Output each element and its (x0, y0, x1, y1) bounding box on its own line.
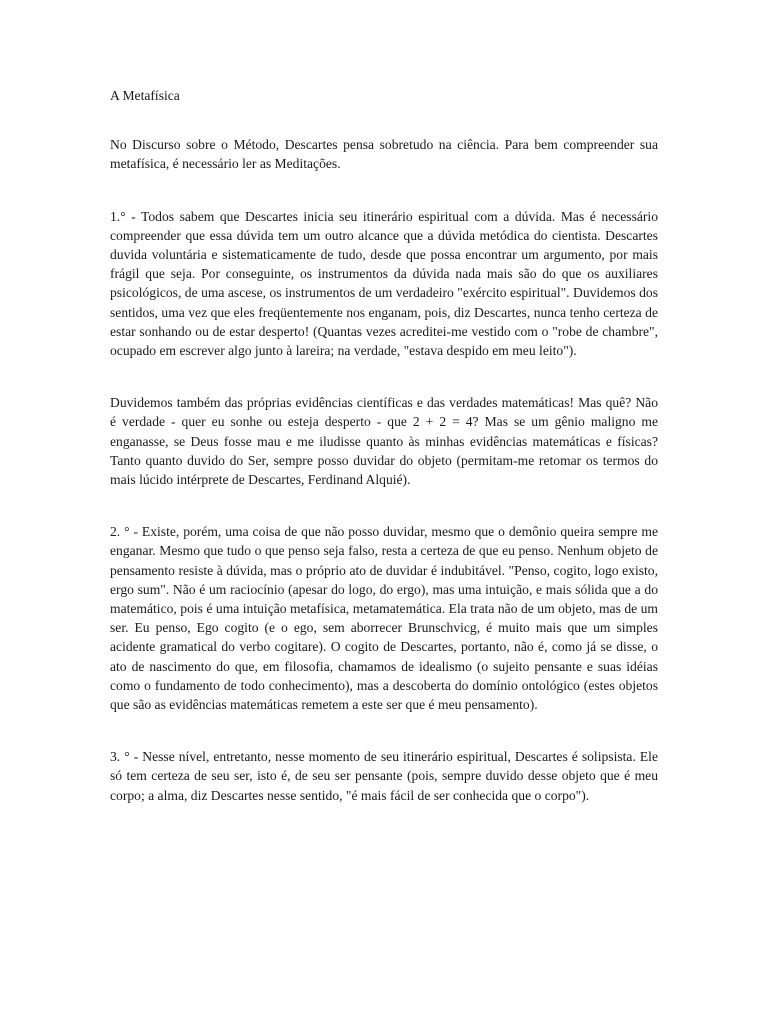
paragraph-doubt-mathematics: Duvidemos também das próprias evidências científicas e das verdades matemáticas! Mas quê? Não é verdade - quer eu sonhe ou esteja desperto - que 2 + 2 = 4? Mas se um gênio maligno me enganasse, se Deus fosse mau e me iludisse quanto às minhas evidências matemáticas e físicas? Tanto quanto duvido do Ser, sempre posso duvidar do objeto (permitam-me retomar os termos do mais lúcido intérprete de Descartes, Ferdinand Alquié). (110, 395, 658, 488)
paragraph-point-1: 1.° - Todos sabem que Descartes inicia seu itinerário espiritual com a dúvida. Mas é necessário compreender que essa dúvida tem um outro alcance que a dúvida metódica do cientista. Descartes duvida voluntária e sistematicamente de tudo, desde que possa encontrar um argumento, por mais frágil que seja. Por conseguinte, os instrumentos da dúvida nada mais são do que os auxiliares psicológicos, de uma ascese, os instrumentos de um verdadeiro "exército espiritual". Duvidemos dos sentidos, uma vez que eles freqüentemente nos enganam, pois, diz Descartes, nunca tenho certeza de estar sonhando ou de estar desperto! (Quantas vezes acreditei-me vestido com o "robe de chambre", ocupado em escrever algo junto à lareira; na verdade, "estava despido em meu leito"). (110, 208, 658, 359)
paragraph-intro: No Discurso sobre o Método, Descartes pensa sobretudo na ciência. Para bem compreender sua metafísica, é necessário ler as Meditações. (110, 137, 658, 172)
document-title: A Metafísica (110, 88, 180, 103)
document-page (110, 86, 658, 838)
paragraph-point-3: 3. ° - Nesse nível, entretanto, nesse momento de seu itinerário espiritual, Descartes é solipsista. Ele só tem certeza de seu ser, isto é, de seu ser pensante (pois, sempre duvido desse objeto que é meu corpo; a alma, diz Descartes nesse sentido, "é mais fácil de ser conhecida que o corpo"). (110, 749, 658, 803)
paragraph-point-2: 2. ° - Existe, porém, uma coisa de que não posso duvidar, mesmo que o demônio queira sempre me enganar. Mesmo que tudo o que penso seja falso, resta a certeza de que eu penso. Nenhum objeto de pensamento resiste à dúvida, mas o próprio ato de duvidar é indubitável. "Penso, cogito, logo existo, ergo sum". Não é um raciocínio (apesar do logo, do ergo), mas uma intuição, e mais sólida que a do matemático, pois é uma intuição metafísica, metamatemática. Ela trata não de um objeto, mas de um ser. Eu penso, Ego cogito (e o ego, sem aborrecer Brunschvicg, é muito mais que um simples acidente gramatical do verbo cogitare). O cogito de Descartes, portanto, não é, como já se disse, o ato de nascimento do que, em filosofia, chamamos de idealismo (o sujeito pensante e suas idéias como o fundamento de todo conhecimento), mas a descoberta do domínio ontológico (estes objetos que são as evidências matemáticas remetem a este ser que é meu pensamento). (110, 524, 658, 713)
